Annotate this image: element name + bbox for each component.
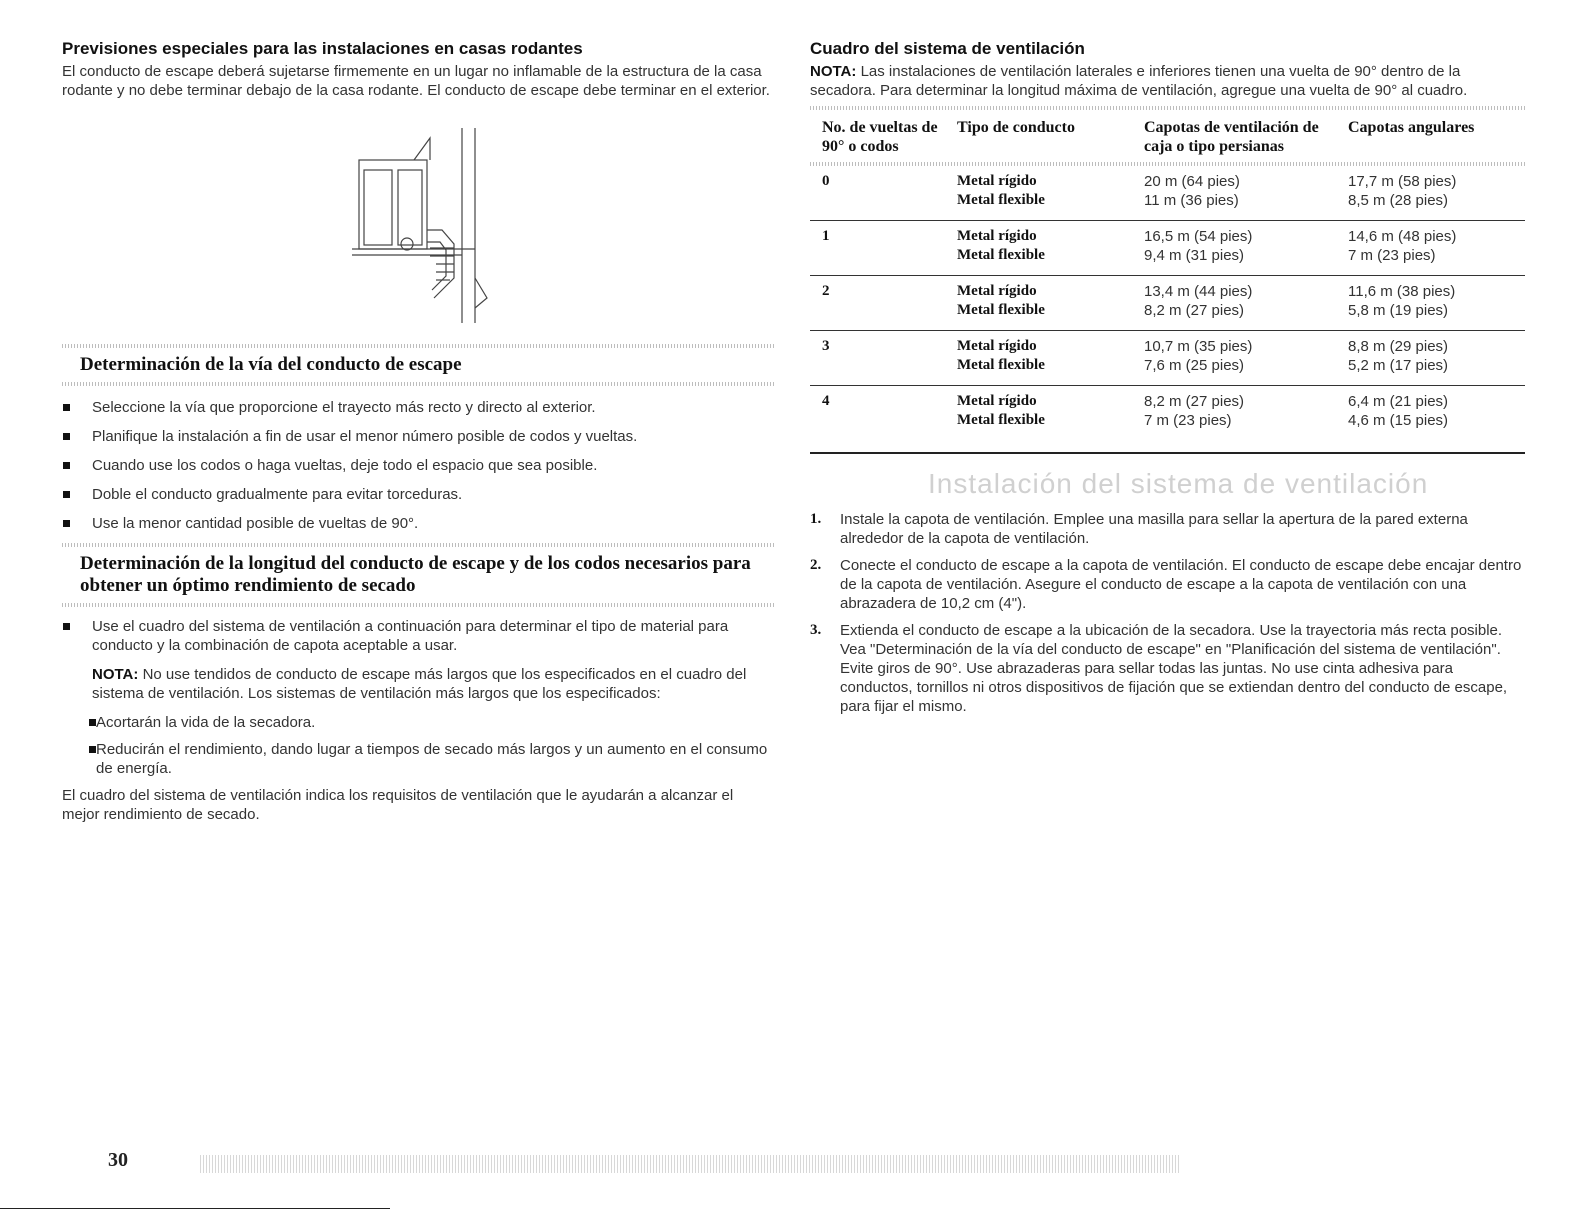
turns-cell: 0 — [810, 166, 945, 221]
cell-line: 7 m (23 pies) — [1144, 412, 1232, 429]
duct-route-list — [62, 398, 774, 533]
header-box-hoods: Capotas de ventilación de caja o tipo persianas — [1144, 119, 1319, 155]
cell-line: Metal rígido — [957, 338, 1037, 354]
vent-chart-note — [810, 62, 1525, 100]
cell-line: Metal flexible — [957, 247, 1045, 263]
section-band-bottom — [62, 382, 774, 386]
list-item: Use el cuadro del sistema de ventilación a continuación para determinar el tipo de material para conducto y la combinación de capota aceptable a usar. — [62, 617, 774, 655]
angled-hood-cell — [1336, 386, 1525, 454]
duct-type-cell — [945, 331, 1132, 386]
cell-line: Metal rígido — [957, 228, 1037, 244]
angled-hood-cell — [1336, 221, 1525, 276]
note-label: NOTA: — [810, 63, 857, 80]
table-row — [810, 331, 1525, 386]
cell-line: Metal flexible — [957, 192, 1045, 208]
box-hood-cell — [1132, 386, 1336, 454]
cell-line: Metal flexible — [957, 412, 1045, 428]
cell-line: Metal rígido — [957, 393, 1037, 409]
consequences-list — [62, 713, 774, 778]
page-footer — [0, 1145, 1585, 1185]
list-item: Acortarán la vida de la secadora. — [62, 713, 774, 732]
right-column — [810, 38, 1525, 724]
table-row — [810, 386, 1525, 454]
step-text: Extienda el conducto de escape a la ubicación de la secadora. Use la trayectoria más recta posible. Vea "Determinación de la vía del conducto de escape" en "Planificación del sistema de ventilación". Evite giros de 90°. Use abrazaderas para sellar todas las juntas. No use cinta adhesiva para conductos, tornillos ni otros dispositivos de fijación que se extiendan dentro del conducto de escape, para fijar el mismo. — [840, 622, 1508, 715]
angled-hood-cell — [1336, 331, 1525, 386]
install-step — [810, 621, 1525, 716]
section-band-top — [62, 543, 774, 547]
cell-line: 13,4 m (44 pies) — [1144, 283, 1253, 300]
cell-line: 11,6 m (38 pies) — [1348, 283, 1456, 300]
cell-line: 8,2 m (27 pies) — [1144, 393, 1245, 410]
turns-cell: 3 — [810, 331, 945, 386]
duct-type-cell — [945, 276, 1132, 331]
box-hood-cell — [1132, 221, 1336, 276]
cell-line: Metal rígido — [957, 283, 1037, 299]
cell-line: 7,6 m (25 pies) — [1144, 357, 1245, 374]
install-step — [810, 510, 1525, 548]
step-number: 3. — [810, 622, 822, 638]
install-steps — [810, 510, 1525, 716]
cell-line: 7 m (23 pies) — [1348, 247, 1436, 264]
cell-line: 16,5 m (54 pies) — [1144, 228, 1253, 245]
header-turns: No. de vueltas de 90° o codos — [822, 119, 938, 155]
dryer-vent-illustration — [62, 118, 774, 338]
list-item: Reducirán el rendimiento, dando lugar a tiempos de secado más largos y un aumento en el consumo de energía. — [62, 740, 774, 778]
list-item: Doble el conducto gradualmente para evitar torceduras. — [62, 485, 774, 504]
duct-length-heading: Determinación de la longitud del conducto de escape y de los codos necesarios para obtener un óptimo rendimiento de secado — [80, 553, 751, 596]
header-duct-type: Tipo de conducto — [957, 119, 1075, 136]
cell-line: 8,5 m (28 pies) — [1348, 192, 1449, 209]
list-item: Cuando use los codos o haga vueltas, deje todo el espacio que sea posible. — [62, 456, 774, 475]
angled-hood-cell — [1336, 276, 1525, 331]
turns-cell: 4 — [810, 386, 945, 454]
section-band-top — [62, 344, 774, 348]
table-band-top — [810, 106, 1525, 110]
step-text: Instale la capota de ventilación. Emplee una masilla para sellar la apertura de la pared externa alrededor de la capota de ventilación. — [840, 511, 1468, 547]
vent-system-table — [810, 114, 1525, 454]
box-hood-cell — [1132, 276, 1336, 331]
table-header-row — [810, 114, 1525, 162]
section-band-bottom — [62, 603, 774, 607]
vent-table-body — [810, 166, 1525, 453]
table-row — [810, 166, 1525, 221]
turns-cell: 1 — [810, 221, 945, 276]
footer-band — [200, 1155, 1180, 1173]
step-text: Conecte el conducto de escape a la capota de ventilación. El conducto de escape debe encajar dentro de la capota de ventilación. Asegure el conducto de escape a la capota de ventilación con una abrazadera de 10,2 cm (4"). — [840, 557, 1522, 612]
install-heading: Instalación del sistema de ventilación — [928, 468, 1429, 499]
step-number: 2. — [810, 557, 822, 573]
cell-line: 17,7 m (58 pies) — [1348, 173, 1457, 190]
cell-line: Metal rígido — [957, 173, 1037, 189]
box-hood-cell — [1132, 331, 1336, 386]
note-label: NOTA: — [92, 666, 139, 683]
left-column — [62, 38, 774, 824]
footer-rule — [0, 1208, 390, 1209]
cell-line: 20 m (64 pies) — [1144, 173, 1240, 190]
cell-line: 11 m (36 pies) — [1144, 192, 1239, 209]
cell-line: 6,4 m (21 pies) — [1348, 393, 1449, 410]
cell-line: 14,6 m (48 pies) — [1348, 228, 1457, 245]
turns-cell: 2 — [810, 276, 945, 331]
duct-type-cell — [945, 386, 1132, 454]
list-item: Seleccione la vía que proporcione el trayecto más recto y directo al exterior. — [62, 398, 774, 417]
cell-line: 5,8 m (19 pies) — [1348, 302, 1449, 319]
cell-line: 8,8 m (29 pies) — [1348, 338, 1449, 355]
cell-line: 9,4 m (31 pies) — [1144, 247, 1245, 264]
cell-line: Metal flexible — [957, 357, 1045, 373]
cell-line: 4,6 m (15 pies) — [1348, 412, 1449, 429]
note-text: No use tendidos de conducto de escape más largos que los especificados en el cuadro del sistema de ventilación. Los sistemas de ventilación más largos que los especificados: — [92, 666, 747, 702]
box-hood-cell — [1132, 166, 1336, 221]
duct-type-cell — [945, 221, 1132, 276]
duct-length-list — [62, 617, 774, 655]
cell-line: 8,2 m (27 pies) — [1144, 302, 1245, 319]
list-item: Planifique la instalación a fin de usar el menor número posible de codos y vueltas. — [62, 427, 774, 446]
page-number: 30 — [108, 1149, 128, 1171]
duct-route-heading: Determinación de la vía del conducto de escape — [80, 354, 462, 375]
vent-chart-heading: Cuadro del sistema de ventilación — [810, 39, 1085, 58]
mobile-home-text: El conducto de escape deberá sujetarse firmemente en un lugar no inflamable de la estructura de la casa rodante y no debe terminar debajo de la casa rodante. El conducto de escape debe terminar en el exterior. — [62, 63, 770, 99]
header-angled-hoods: Capotas angulares — [1348, 119, 1475, 136]
cell-line: Metal flexible — [957, 302, 1045, 318]
angled-hood-cell — [1336, 166, 1525, 221]
cell-line: 10,7 m (35 pies) — [1144, 338, 1253, 355]
duct-length-note — [92, 665, 774, 703]
note-text: Las instalaciones de ventilación laterales e inferiores tienen una vuelta de 90° dentro de la secadora. Para determinar la longitud máxima de ventilación, agregue una vuelta de 90° al cuadro. — [810, 63, 1468, 99]
list-item: Use la menor cantidad posible de vueltas de 90°. — [62, 514, 774, 533]
mobile-home-heading: Previsiones especiales para las instalaciones en casas rodantes — [62, 39, 583, 58]
table-row — [810, 221, 1525, 276]
dryer-diagram-svg — [62, 118, 774, 338]
cell-line: 5,2 m (17 pies) — [1348, 357, 1449, 374]
install-step — [810, 556, 1525, 613]
step-number: 1. — [810, 511, 822, 527]
duct-type-cell — [945, 166, 1132, 221]
table-row — [810, 276, 1525, 331]
closing-text: El cuadro del sistema de ventilación indica los requisitos de ventilación que le ayudarán a alcanzar el mejor rendimiento de secado. — [62, 787, 734, 823]
